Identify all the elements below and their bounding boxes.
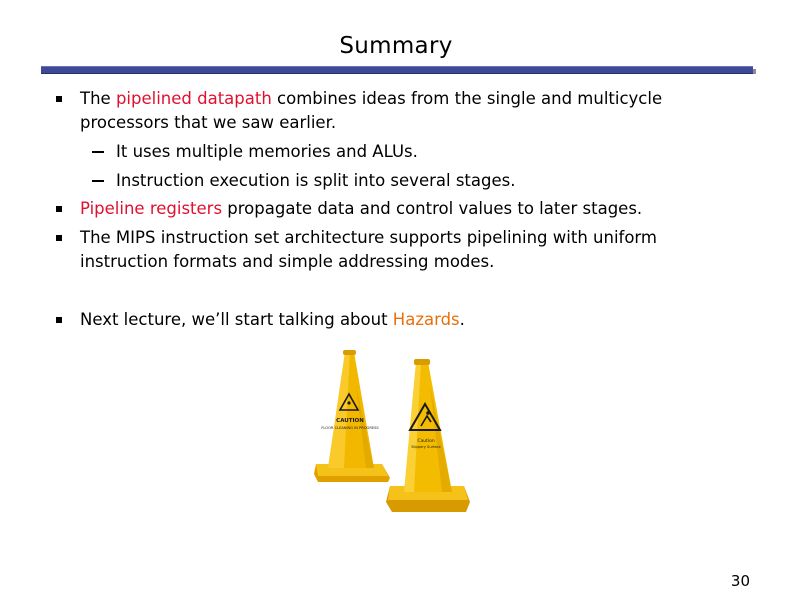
dash-bullet-icon bbox=[92, 151, 104, 153]
highlight-pipeline-registers: Pipeline registers bbox=[80, 199, 223, 218]
bullet-text-2 bbox=[80, 197, 736, 221]
page-number: 30 bbox=[730, 572, 750, 590]
square-bullet-icon bbox=[56, 96, 62, 102]
bullet-text: The MIPS instruction set architecture supports pipelining with uniform bbox=[80, 228, 658, 247]
caution-cones-image bbox=[300, 346, 480, 518]
bullet-text: instruction formats and simple addressing modes. bbox=[80, 252, 495, 271]
title-rule bbox=[41, 66, 753, 74]
bullet-text-3 bbox=[80, 226, 736, 274]
square-bullet-icon bbox=[56, 206, 62, 212]
caution-cone-right bbox=[386, 359, 470, 512]
square-bullet-icon bbox=[56, 235, 62, 241]
caution-cone-left bbox=[314, 350, 390, 482]
cone-right-notice-text: Slippery Surface bbox=[411, 445, 441, 449]
highlight-pipelined-datapath: pipelined datapath bbox=[115, 89, 272, 108]
bullet-text-1 bbox=[80, 87, 736, 135]
slide-title: Summary bbox=[339, 33, 453, 59]
dash-bullet-icon bbox=[92, 180, 104, 182]
sub-bullet-text: Instruction execution is split into several stages. bbox=[116, 171, 516, 190]
bullet-text: The bbox=[80, 89, 116, 108]
bullet-text: combines ideas from the single and multicycle bbox=[271, 89, 663, 108]
bullet-text: Next lecture, we’ll start talking about bbox=[80, 310, 393, 329]
bullet-text: . bbox=[459, 310, 465, 329]
bullet-text: propagate data and control values to later stages. bbox=[222, 199, 643, 218]
cone-left-notice-text: FLOOR CLEANING IN PROGRESS bbox=[321, 426, 379, 430]
bullet-text-4 bbox=[80, 308, 736, 332]
highlight-hazards: Hazards bbox=[392, 310, 460, 329]
cone-right-caution-text: Caution bbox=[417, 439, 435, 444]
square-bullet-icon bbox=[56, 317, 62, 323]
sub-bullet-text: It uses multiple memories and ALUs. bbox=[116, 142, 418, 161]
cone-left-caution-text: CAUTION bbox=[336, 418, 364, 424]
bullet-text: processors that we saw earlier. bbox=[80, 113, 337, 132]
